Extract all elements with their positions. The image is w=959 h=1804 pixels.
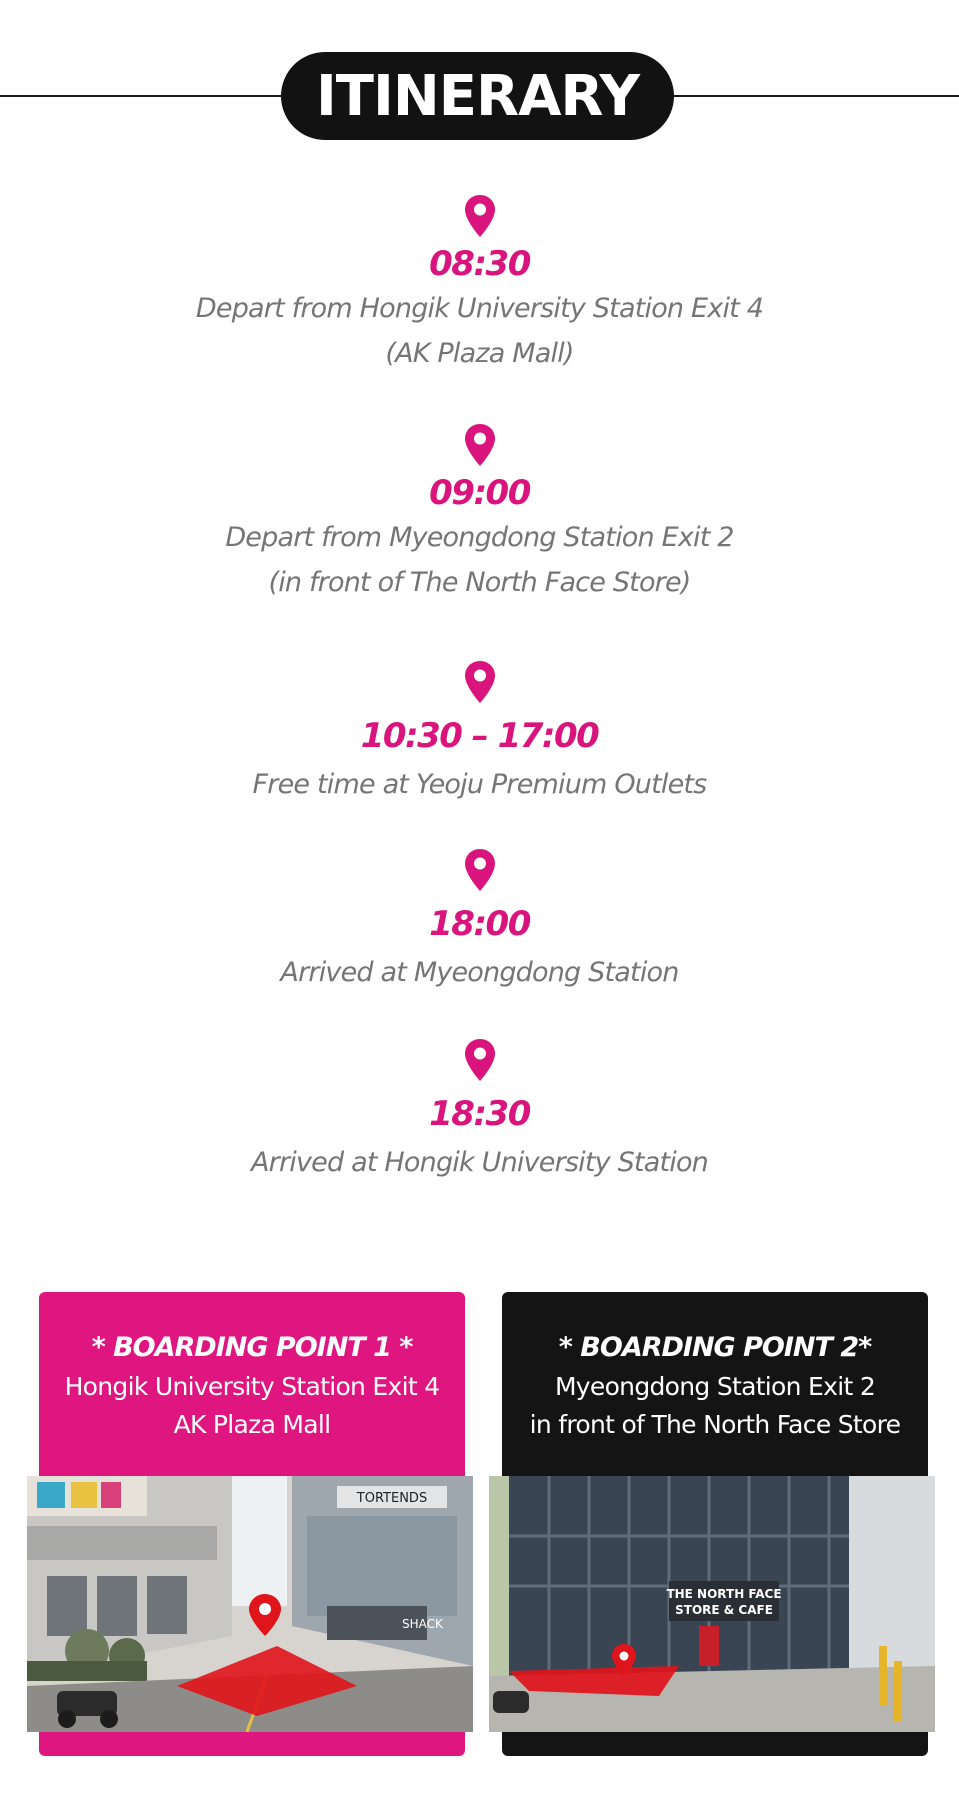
stop-description: Free time at Yeoju Premium Outlets bbox=[252, 769, 707, 800]
stop-time: 10:30 – 17:00 bbox=[360, 716, 599, 756]
boarding-point-location: Myeongdong Station Exit 2 bbox=[554, 1372, 876, 1401]
stop-description-detail: (in front of The North Face Store) bbox=[268, 567, 691, 598]
p2-store-sign-line2: STORE & CAFE bbox=[675, 1603, 773, 1617]
boarding-point-location: Hongik University Station Exit 4 bbox=[64, 1372, 440, 1401]
stop-time: 18:00 bbox=[429, 904, 530, 944]
itinerary-stop-5 bbox=[0, 1038, 959, 1185]
itinerary-stop-3 bbox=[0, 660, 959, 807]
itinerary-stop-1 bbox=[0, 194, 959, 376]
stop-description: Arrived at Hongik University Station bbox=[251, 1147, 708, 1178]
boarding-point-landmark: in front of The North Face Store bbox=[529, 1410, 901, 1439]
stop-description-detail: (AK Plaza Mall) bbox=[385, 338, 574, 369]
map-pin-icon bbox=[463, 194, 497, 238]
map-pin-icon bbox=[463, 660, 497, 704]
stop-description: Arrived at Myeongdong Station bbox=[280, 957, 679, 988]
p1-shop-sign: SHACK bbox=[402, 1617, 443, 1631]
stop-description: Depart from Hongik University Station Exit 4 bbox=[195, 293, 764, 324]
boarding-point-1-photo bbox=[27, 1476, 473, 1732]
map-pin-icon bbox=[463, 1038, 497, 1082]
page-title: ITINERARY bbox=[315, 63, 640, 129]
itinerary-stop-2 bbox=[0, 423, 959, 605]
p1-building-sign: TORTENDS bbox=[356, 1491, 428, 1506]
stop-time: 18:30 bbox=[429, 1094, 530, 1134]
stop-time: 09:00 bbox=[429, 473, 530, 513]
map-pin-icon bbox=[463, 423, 497, 467]
itinerary-header bbox=[281, 52, 674, 140]
boarding-point-title: * BOARDING POINT 1 * bbox=[91, 1332, 413, 1363]
itinerary-stop-4 bbox=[0, 848, 959, 995]
stop-time: 08:30 bbox=[429, 244, 530, 284]
map-pin-icon bbox=[463, 848, 497, 892]
boarding-point-landmark: AK Plaza Mall bbox=[173, 1410, 331, 1439]
boarding-point-2-photo bbox=[489, 1476, 935, 1732]
boarding-point-title: * BOARDING POINT 2* bbox=[558, 1332, 872, 1363]
stop-description: Depart from Myeongdong Station Exit 2 bbox=[225, 522, 734, 553]
p2-store-sign-line1: THE NORTH FACE bbox=[666, 1587, 782, 1601]
